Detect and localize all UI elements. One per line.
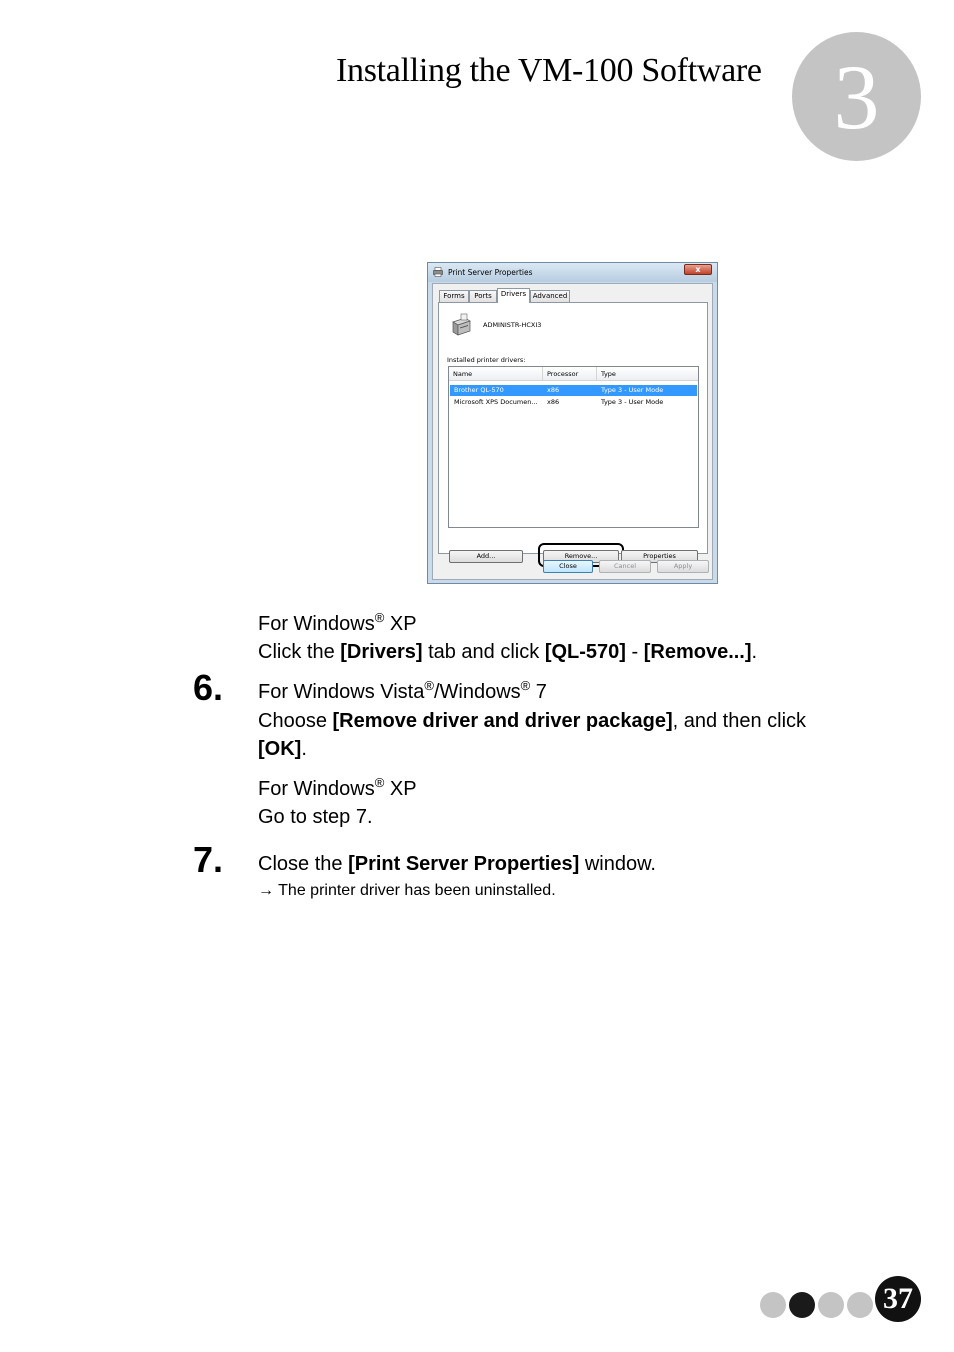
xp-remove-instruction: Click the [Drivers] tab and click [QL-570] - [Remove...]. <box>258 641 758 663</box>
close-window-instruction: Close the [Print Server Properties] window. <box>258 853 656 875</box>
installed-drivers-label: Installed printer drivers: <box>447 356 526 364</box>
xp-heading-2: For Windows® XP <box>258 775 417 800</box>
page-dot <box>760 1292 786 1318</box>
drivers-tab-panel <box>438 302 708 560</box>
table-row[interactable] <box>450 397 697 408</box>
driver-processor: x86 <box>547 386 560 394</box>
driver-name: Microsoft XPS Documen... <box>454 398 538 406</box>
vista-ok-instruction: [OK]. <box>258 738 307 760</box>
driver-name: Brother QL-570 <box>454 386 504 394</box>
page-dot <box>818 1292 844 1318</box>
dialog-title: Print Server Properties <box>448 268 533 277</box>
column-header-type[interactable]: Type <box>601 370 616 378</box>
tab-forms[interactable]: Forms <box>439 290 469 302</box>
table-row[interactable] <box>450 385 697 396</box>
remove-button[interactable]: Remove... <box>543 550 619 563</box>
properties-button[interactable]: Properties <box>621 550 698 563</box>
print-server-icon <box>449 313 473 337</box>
dialog-body <box>432 283 713 580</box>
print-server-properties-dialog <box>427 262 718 584</box>
page-number: 37 <box>875 1276 921 1322</box>
step-number-6: 6. <box>193 667 224 708</box>
driver-processor: x86 <box>547 398 560 406</box>
server-name: ADMINISTR-HCXI3 <box>483 321 542 329</box>
column-header-name[interactable]: Name <box>449 367 543 381</box>
column-header-processor[interactable]: Processor <box>543 367 597 381</box>
close-button[interactable]: Close <box>543 560 593 573</box>
driver-type: Type 3 - User Mode <box>601 386 664 394</box>
step-number-7: 7. <box>193 839 224 880</box>
driver-type: Type 3 - User Mode <box>601 398 664 406</box>
vista-choose-instruction: Choose [Remove driver and driver package], and then click <box>258 710 807 732</box>
drivers-list[interactable] <box>448 366 699 528</box>
page-dot-current <box>789 1292 815 1318</box>
xp-go-to-step: Go to step 7. <box>258 806 373 828</box>
tab-drivers[interactable]: Drivers <box>497 288 530 303</box>
page-title: Installing the VM-100 Software <box>336 52 762 89</box>
printer-icon <box>433 267 443 277</box>
list-header <box>449 367 698 381</box>
result-note: → The printer driver has been uninstalled. <box>258 882 556 899</box>
page-dot <box>847 1292 873 1318</box>
close-icon[interactable]: x <box>684 264 712 275</box>
dialog-titlebar[interactable] <box>428 263 717 282</box>
xp-heading: For Windows® XP <box>258 610 417 635</box>
vista-heading: For Windows Vista®/Windows® 7 <box>258 678 547 703</box>
chapter-number: 3 <box>833 46 880 148</box>
apply-button[interactable]: Apply <box>657 560 709 573</box>
tab-advanced[interactable]: Advanced <box>530 290 570 302</box>
cancel-button[interactable]: Cancel <box>599 560 651 573</box>
add-button[interactable]: Add... <box>449 550 523 563</box>
tab-ports[interactable]: Ports <box>469 290 497 302</box>
chapter-badge <box>792 32 921 161</box>
